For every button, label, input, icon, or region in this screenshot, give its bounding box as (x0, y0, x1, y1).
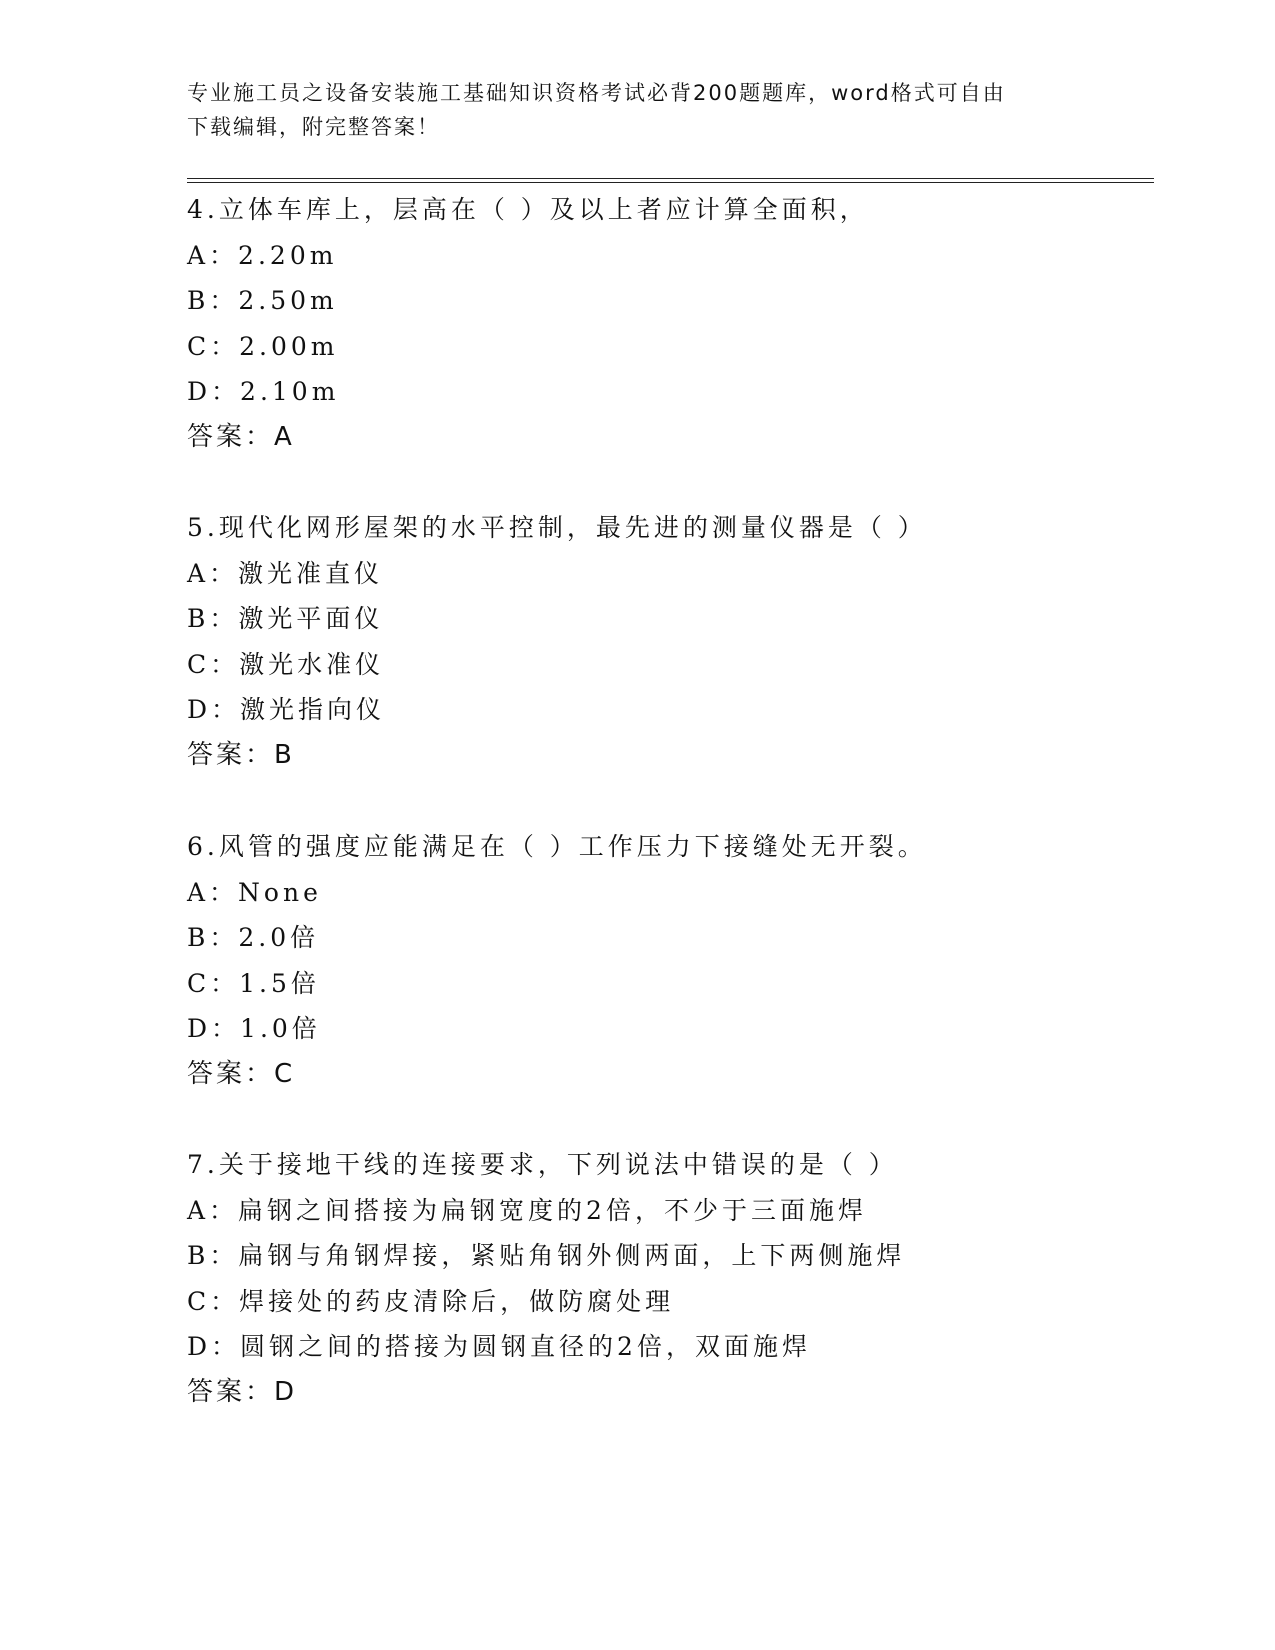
answer-line: 答案：B (187, 739, 295, 770)
option-d: D：激光指向仪 (187, 695, 386, 725)
question-block (187, 824, 1147, 1098)
question-block (187, 505, 1147, 779)
question-title: 7.关于接地干线的连接要求，下列说法中错误的是（ ） (187, 1150, 898, 1179)
question-block (187, 187, 1147, 461)
header-line-2: 下载编辑，附完整答案！ (187, 115, 440, 139)
option-b: B：2.0倍 (187, 923, 320, 953)
answer-line: 答案：C (187, 1058, 296, 1089)
option-b: B：激光平面仪 (187, 604, 384, 634)
option-d: D：2.10m (187, 377, 340, 407)
document-header (187, 76, 1067, 144)
option-c: C：焊接处的药皮清除后，做防腐处理 (187, 1286, 675, 1316)
question-block (187, 1142, 1147, 1416)
option-d: D：1.0倍 (187, 1014, 321, 1044)
option-c: C：2.00m (187, 331, 339, 361)
option-a: A：激光准直仪 (187, 558, 384, 588)
answer-line: 答案：A (187, 421, 295, 452)
option-a: A：2.20m (187, 240, 338, 270)
option-d: D：圆钢之间的搭接为圆钢直径的2倍，双面施焊 (187, 1332, 811, 1362)
header-divider-top (187, 178, 1154, 179)
option-a: A：None (187, 877, 322, 907)
option-c: C：1.5倍 (187, 968, 320, 998)
answer-line: 答案：D (187, 1376, 298, 1407)
header-line-1: 专业施工员之设备安装施工基础知识资格考试必背200题题库，word格式可自由 (187, 81, 1006, 105)
option-b: B：扁钢与角钢焊接，紧贴角钢外侧两面，上下两侧施焊 (187, 1241, 906, 1271)
option-a: A：扁钢之间搭接为扁钢宽度的2倍，不少于三面施焊 (187, 1195, 867, 1225)
option-b: B：2.50m (187, 286, 338, 316)
question-title: 4.立体车库上，层高在（ ）及以上者应计算全面积， (187, 195, 869, 224)
header-divider-bottom (187, 182, 1154, 183)
question-title: 5.现代化网形屋架的水平控制，最先进的测量仪器是（ ） (187, 513, 927, 542)
option-c: C：激光水准仪 (187, 649, 385, 679)
question-title: 6.风管的强度应能满足在（ ）工作压力下接缝处无开裂。 (187, 832, 927, 861)
